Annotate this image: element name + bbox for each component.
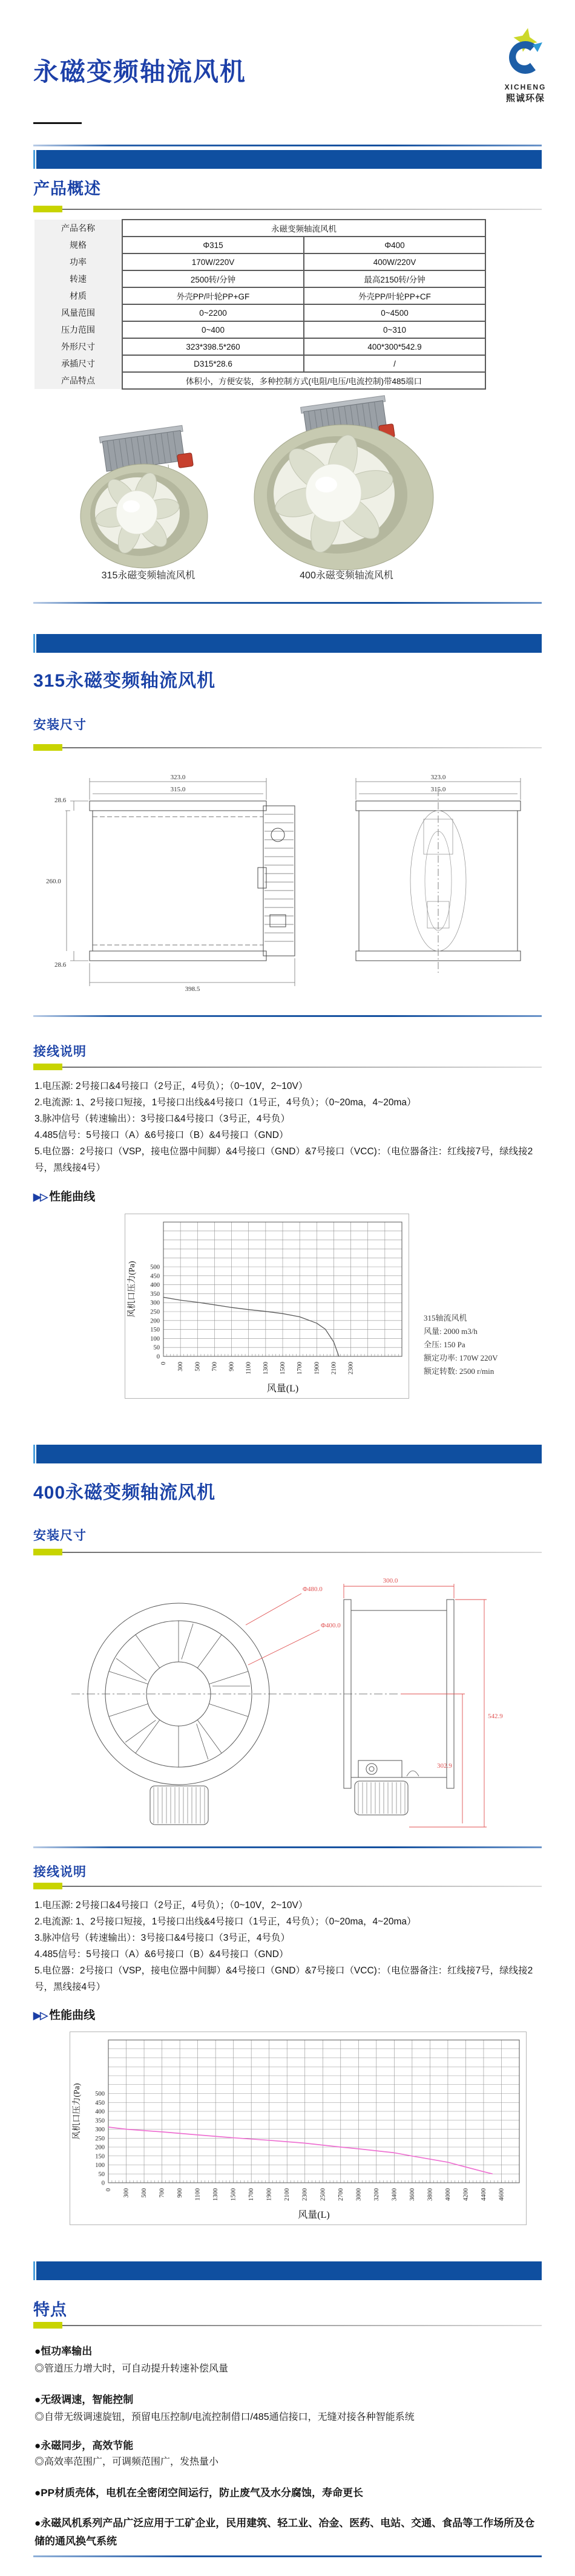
wiring-list-315 (34, 1078, 546, 1176)
svg-text:0: 0 (105, 2188, 112, 2192)
dim-315-outer-width: 323.0 (170, 774, 186, 781)
heading-divider (33, 2322, 542, 2329)
logo-text-cn: 熙诚环保 (505, 93, 545, 103)
dim-315v2-outer-width: 323.0 (430, 774, 446, 781)
svg-text:100: 100 (150, 1335, 160, 1342)
row-value-400: / (304, 355, 485, 372)
divider-line (62, 747, 542, 748)
feature-title: ●PP材质壳体，电机在全密闭空间运行，防止废气及水分腐蚀，寿命更长 (34, 2487, 363, 2499)
wiring-item: 1.电压源: 2号接口&4号接口（2号正，4号负）；（0~10V，2~10V） (34, 1900, 308, 1911)
svg-text:1900: 1900 (266, 2188, 273, 2201)
footer-rule (33, 2555, 542, 2557)
section-banner (33, 2261, 542, 2280)
performance-chart-400 (70, 2032, 527, 2225)
svg-text:50: 50 (98, 2171, 105, 2178)
svg-text:4000: 4000 (444, 2188, 452, 2201)
dim-400-outer-dia: Φ480.0 (303, 1586, 323, 1593)
table-row (34, 253, 485, 270)
sec400-heading: 400永磁变频轴流风机 (33, 1483, 216, 1503)
row-value-400: 400W/220V (304, 253, 485, 270)
svg-text:2700: 2700 (337, 2188, 344, 2201)
section-rule (33, 1015, 542, 1017)
feature-title: ●永磁同步，高效节能 (34, 2440, 134, 2451)
svg-text:4400: 4400 (480, 2188, 487, 2201)
svg-text:3800: 3800 (427, 2188, 434, 2201)
banner-accent (33, 150, 36, 169)
divider-accent-block (33, 1064, 62, 1070)
heading-divider (33, 744, 542, 751)
wiring-list-400 (34, 1897, 546, 1995)
banner-accent (33, 1445, 36, 1463)
svg-text:150: 150 (150, 1327, 160, 1334)
svg-text:350: 350 (150, 1290, 160, 1298)
fan-315-image (67, 417, 230, 569)
dim-315v2-inner-width: 315.0 (430, 786, 446, 793)
row-value-400: 外壳PP/叶轮PP+CF (304, 287, 485, 304)
heading-divider (33, 206, 542, 212)
row-value-315: 0~400 (122, 321, 304, 338)
row-label: 规格 (34, 237, 122, 253)
wiring-item: 2.电流源: 1、2号接口短接，1号接口出线&4号接口（1号正，4号负）；（0~20ma，4~20ma） (34, 1097, 416, 1108)
svg-text:450: 450 (95, 2099, 105, 2107)
row-label: 风量范围 (34, 304, 122, 321)
section-rule (33, 1846, 542, 1848)
row-value-400: 0~310 (304, 321, 485, 338)
sec315-heading: 315永磁变频轴流风机 (33, 671, 216, 691)
drawing-315 (36, 763, 539, 1004)
table-row (34, 287, 485, 304)
wiring-item: 5.电位器：2号接口（VSP，接电位器中间脚）&4号接口（GND）&7号接口（VCC)：（电位器备注：红线接7号，绿线接2号，黑线接4号） (34, 1146, 533, 1173)
svg-text:500: 500 (95, 2091, 105, 2097)
table-row (34, 321, 485, 338)
wiring-item: 4.485信号：5号接口（A）&6号接口（B）&4号接口（GND） (34, 1949, 289, 1960)
wiring-item: 4.485信号：5号接口（A）&6号接口（B）&4号接口（GND） (34, 1130, 289, 1140)
chart-info-line: 315轴流风机 (424, 1313, 467, 1322)
row-value-400: 400*300*542.9 (304, 338, 485, 355)
row-value-315: 0~2200 (122, 304, 304, 321)
svg-text:300: 300 (150, 1299, 160, 1307)
feature-title: ●无级调速，智能控制 (34, 2394, 134, 2405)
svg-text:0: 0 (156, 1353, 160, 1361)
svg-text:450: 450 (150, 1273, 160, 1280)
fan-400-caption: 400永磁变频轴流风机 (300, 570, 393, 581)
table-row (34, 304, 485, 321)
heading-divider (33, 1883, 542, 1889)
divider-accent-block (33, 1883, 62, 1889)
svg-text:3200: 3200 (373, 2188, 380, 2201)
svg-text:风量(L): 风量(L) (266, 1384, 299, 1394)
dim-400-total-height: 542.9 (488, 1713, 503, 1720)
triangle-marker-icon: ▶▷ (33, 1191, 47, 1203)
svg-text:350: 350 (95, 2117, 105, 2125)
sec315-wiring-heading: 接线说明 (33, 1045, 87, 1059)
svg-text:700: 700 (211, 1362, 218, 1371)
table-row (34, 237, 485, 253)
wiring-item: 1.电压源: 2号接口&4号接口（2号正，4号负）；（0~10V，2~10V） (34, 1081, 308, 1091)
row-label: 功率 (34, 253, 122, 270)
overview-heading: 产品概述 (33, 180, 101, 198)
divider-line (62, 1552, 542, 1553)
svg-text:1500: 1500 (280, 1362, 286, 1375)
feature-desc: ◎自带无级调速旋钮，预留电压控制/电流控制借口/485通信接口，无缝对接各种智能系统 (34, 2412, 415, 2422)
svg-text:1700: 1700 (248, 2188, 255, 2201)
row-value: 体积小，方便安装，多种控制方式(电阻/电压/电流控制)带485端口 (122, 372, 485, 389)
dim-315-total-width: 398.5 (185, 986, 200, 993)
svg-text:100: 100 (95, 2162, 105, 2169)
svg-text:2100: 2100 (284, 2188, 291, 2201)
svg-text:400: 400 (95, 2108, 105, 2116)
dim-400-half-height: 302.9 (437, 1762, 452, 1770)
svg-text:1500: 1500 (230, 2188, 237, 2201)
triangle-marker-icon: ▶▷ (33, 2010, 47, 2021)
svg-text:2300: 2300 (347, 1362, 355, 1375)
svg-text:50: 50 (153, 1344, 160, 1352)
divider-accent-block (33, 206, 62, 212)
company-logo (498, 27, 553, 104)
curve-heading-400: ▶▷ 性能曲线 (33, 2009, 96, 2022)
fan-315-caption: 315永磁变频轴流风机 (101, 570, 196, 581)
svg-text:风量(L): 风量(L) (298, 2210, 330, 2220)
section-rule (33, 602, 542, 604)
svg-text:1900: 1900 (314, 1362, 321, 1375)
svg-text:700: 700 (159, 2188, 166, 2198)
feature-desc: ◎高效率范围广，可调频范围广，发热量小 (34, 2457, 219, 2467)
table-row (34, 355, 485, 372)
svg-text:1100: 1100 (245, 1362, 252, 1375)
section-rule (33, 145, 542, 146)
svg-text:风机口压力(Pa): 风机口压力(Pa) (73, 2083, 82, 2140)
features-heading: 特点 (33, 2301, 67, 2319)
wiring-item: 2.电流源: 1、2号接口短接，1号接口出线&4号接口（1号正，4号负）；（0~20ma，4~20ma） (34, 1917, 416, 1927)
table-row (34, 270, 485, 287)
row-label: 转速 (34, 270, 122, 287)
divider-line (62, 2325, 542, 2326)
svg-text:300: 300 (123, 2188, 130, 2198)
heading-divider (33, 1064, 542, 1070)
svg-text:150: 150 (95, 2153, 105, 2160)
divider-line (62, 209, 542, 210)
svg-text:1300: 1300 (262, 1362, 269, 1375)
svg-text:3600: 3600 (409, 2188, 416, 2201)
svg-text:500: 500 (141, 2188, 148, 2198)
row-value-315: D315*28.6 (122, 355, 304, 372)
svg-text:900: 900 (228, 1362, 235, 1371)
chart-info-line: 额定转数: 2500 r/min (424, 1367, 494, 1376)
feature-title: ●恒功率输出 (34, 2346, 93, 2357)
dim-315-body-height: 260.0 (46, 878, 61, 885)
logo-text-en: XICHENG (504, 83, 547, 91)
fan-400-image (245, 393, 448, 572)
spec-table (34, 219, 486, 390)
row-label: 产品名称 (34, 220, 122, 237)
row-value-315: 323*398.5*260 (122, 338, 304, 355)
row-value-315: 170W/220V (122, 253, 304, 270)
row-value-400: Φ400 (304, 237, 485, 253)
chart-info-315 (424, 1312, 545, 1378)
row-label: 产品特点 (34, 372, 122, 389)
section-banner (33, 634, 542, 653)
feature-desc: ◎管道压力增大时，可自动提升转速补偿风量 (34, 2364, 229, 2374)
sec315-install-heading: 安装尺寸 (33, 718, 87, 732)
table-row (34, 220, 485, 237)
section-banner (33, 1445, 542, 1463)
chart-info-line: 风量: 2000 m3/h (424, 1327, 478, 1336)
svg-text:4200: 4200 (462, 2188, 470, 2201)
svg-text:250: 250 (150, 1309, 160, 1316)
svg-text:1700: 1700 (297, 1362, 304, 1375)
chart-info-line: 全压: 150 Pa (424, 1340, 465, 1349)
row-value-315: 2500转/分钟 (122, 270, 304, 287)
svg-text:400: 400 (150, 1282, 160, 1289)
svg-text:200: 200 (150, 1318, 160, 1325)
svg-text:200: 200 (95, 2144, 105, 2151)
row-value-315: 外壳PP/叶轮PP+GF (122, 287, 304, 304)
row-label: 压力范围 (34, 321, 122, 338)
dim-400-inner-dia: Φ400.0 (321, 1622, 341, 1629)
banner-accent (33, 2261, 36, 2280)
chart-info-line: 额定功率: 170W 220V (424, 1353, 498, 1362)
section-banner (33, 150, 542, 169)
banner-accent (33, 634, 36, 653)
wiring-item: 3.脉冲信号（转速输出）：3号接口&4号接口（3号正，4号负） (34, 1933, 290, 1943)
sec400-install-heading: 安装尺寸 (33, 1529, 87, 1543)
svg-text:2100: 2100 (330, 1362, 338, 1375)
dim-315-inner-width: 315.0 (170, 786, 186, 793)
page-title: 永磁变频轴流风机 (33, 57, 247, 86)
svg-text:0: 0 (160, 1362, 167, 1365)
svg-text:250: 250 (95, 2135, 105, 2142)
heading-divider (33, 1549, 542, 1555)
svg-text:1300: 1300 (212, 2188, 220, 2201)
curve-heading-315: ▶▷ 性能曲线 (33, 1191, 96, 1203)
svg-text:2300: 2300 (301, 2188, 309, 2201)
table-row (34, 372, 485, 389)
row-label: 承插尺寸 (34, 355, 122, 372)
row-value-400: 最高2150转/分钟 (304, 270, 485, 287)
wiring-item: 5.电位器：2号接口（VSP，接电位器中间脚）&4号接口（GND）&7号接口（VCC)：（电位器备注：红线接7号，绿线接2号，黑线接4号） (34, 1966, 533, 1992)
dim-315-flange-bottom: 28.6 (54, 961, 67, 969)
dim-315-flange-top: 28.6 (54, 797, 67, 804)
row-value-400: 0~4500 (304, 304, 485, 321)
dim-400-width: 300.0 (383, 1577, 398, 1584)
sec400-wiring-heading: 接线说明 (33, 1865, 87, 1879)
drawing-400 (61, 1568, 545, 1842)
svg-text:300: 300 (177, 1362, 185, 1371)
divider-accent-block (33, 744, 62, 751)
divider-accent-block (33, 2322, 62, 2329)
row-label: 外形尺寸 (34, 338, 122, 355)
svg-text:900: 900 (177, 2188, 184, 2198)
svg-text:1100: 1100 (194, 2188, 202, 2201)
row-label: 材质 (34, 287, 122, 304)
row-value: 永磁变频轴流风机 (122, 220, 485, 237)
feature-title: ●永磁风机系列产品广泛应用于工矿企业，民用建筑、轻工业、冶金、医药、电站、交通、食品等工作场所及仓储的通风换气系统 (34, 2517, 535, 2547)
wiring-item: 3.脉冲信号（转速输出）：3号接口&4号接口（3号正，4号负） (34, 1114, 290, 1124)
divider-line (62, 1067, 542, 1068)
svg-text:3400: 3400 (391, 2188, 398, 2201)
svg-text:风机口压力(Pa): 风机口压力(Pa) (128, 1261, 137, 1318)
divider-line (62, 1886, 542, 1887)
title-underline (33, 122, 82, 124)
svg-text:300: 300 (95, 2127, 105, 2133)
svg-text:500: 500 (150, 1264, 160, 1271)
performance-chart-315 (125, 1214, 409, 1399)
svg-text:0: 0 (101, 2180, 105, 2187)
divider-accent-block (33, 1549, 62, 1555)
row-value-315: Φ315 (122, 237, 304, 253)
svg-text:4600: 4600 (498, 2188, 505, 2201)
svg-text:2500: 2500 (320, 2188, 327, 2201)
logo-icon (498, 27, 553, 80)
svg-text:3000: 3000 (355, 2188, 363, 2201)
svg-text:500: 500 (194, 1362, 202, 1371)
table-row (34, 338, 485, 355)
